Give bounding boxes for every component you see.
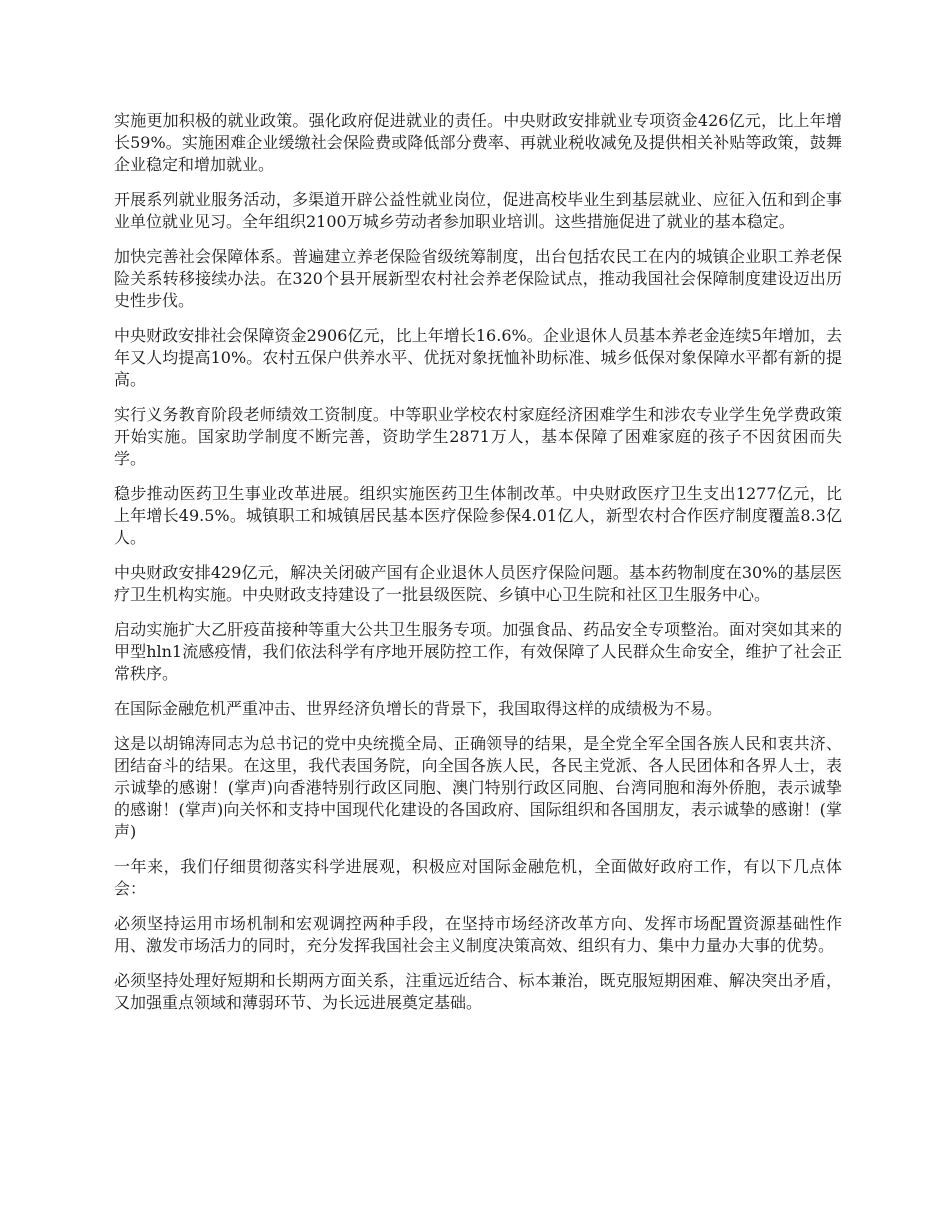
paragraph-market-mechanism: 必须坚持运用市场机制和宏观调控两种手段，在坚持市场经济改革方向、发挥市场配置资源基础性作用、激发市场活力的同时，充分发挥我国社会主义制度决策高效、组织有力、集中力量办大事的优势。 [114,914,842,955]
paragraph-short-long-term: 必须坚持处理好短期和长期两方面关系，注重远近结合、标本兼治，既克服短期困难、解决突出矛盾，又加强重点领域和薄弱环节、为长远进展奠定基础。 [114,971,842,1012]
paragraph-medical-insurance: 中央财政安排429亿元，解决关闭破产国有企业退休人员医疗保险问题。基本药物制度在30%的基层医疗卫生机构实施。中央财政支持建设了一批县级医院、乡镇中心卫生院和社区卫生服务中心。 [114,563,842,604]
paragraph-health-reform: 稳步推动医药卫生事业改革进展。组织实施医药卫生体制改革。中央财政医疗卫生支出1277亿元，比上年增长49.5%。城镇职工和城镇居民基本医疗保险参保4.01亿人，新型农村合作医疗制度覆盖8.3亿人。 [114,484,842,547]
paragraph-social-security-system: 加快完善社会保障体系。普遍建立养老保险省级统筹制度，出台包括农民工在内的城镇企业职工养老保险关系转移接续办法。在320个县开展新型农村社会养老保险试点，推动我国社会保障制度建设迈出历史性步伐。 [114,247,842,310]
paragraph-financial-crisis: 在国际金融危机严重冲击、世界经济负增长的背景下，我国取得这样的成绩极为不易。 [114,699,723,718]
paragraph-employment-policy: 实施更加积极的就业政策。强化政府促进就业的责任。中央财政安排就业专项资金426亿元，比上年增长59%。实施困难企业缓缴社会保险费或降低部分费率、再就业税收减免及提供相关补贴等政策，鼓舞企业稳定和增加就业。 [114,111,842,174]
paragraph-employment-services: 开展系列就业服务活动，多渠道开辟公益性就业岗位，促进高校毕业生到基层就业、应征入伍和到企事业单位就业见习。全年组织2100万城乡劳动者参加职业培训。这些措施促进了就业的基本稳定。 [114,190,842,231]
paragraph-social-security-funds: 中央财政安排社会保障资金2906亿元，比上年增长16.6%。企业退休人员基本养老金连续5年增加，去年又人均提高10%。农村五保户供养水平、优抚对象抚恤补助标准、城乡低保对象保障水平都有新的提高。 [114,326,842,389]
paragraph-acknowledgements: 这是以胡锦涛同志为总书记的党中央统揽全局、正确领导的结果，是全党全军全国各族人民和衷共济、团结奋斗的结果。在这里，我代表国务院，向全国各族人民，各民主党派、各人民团体和各界人士，表示诚挚的感谢！(掌声)向香港特别行政区同胞、澳门特别行政区同胞、台湾同胞和海外侨胞，表示诚挚的感谢！(掌声)向关怀和支持中国现代化建设的各国政府、国际组织和各国朋友，表示诚挚的感谢！(掌声) [114,734,842,841]
paragraph-public-health: 启动实施扩大乙肝疫苗接种等重大公共卫生服务专项。加强食品、药品安全专项整治。面对突如其来的甲型hln1流感疫情，我们依法科学有序地开展防控工作，有效保障了人民群众生命安全，维护了社会正常秩序。 [114,620,842,683]
document-body [114,110,842,1027]
paragraph-education: 实行义务教育阶段老师绩效工资制度。中等职业学校农村家庭经济困难学生和涉农专业学生免学费政策开始实施。国家助学制度不断完善，资助学生2871万人，基本保障了困难家庭的孩子不因贫困而失学。 [114,405,842,468]
paragraph-experience-intro: 一年来，我们仔细贯彻落实科学进展观，积极应对国际金融危机，全面做好政府工作，有以下几点体会： [114,857,842,898]
